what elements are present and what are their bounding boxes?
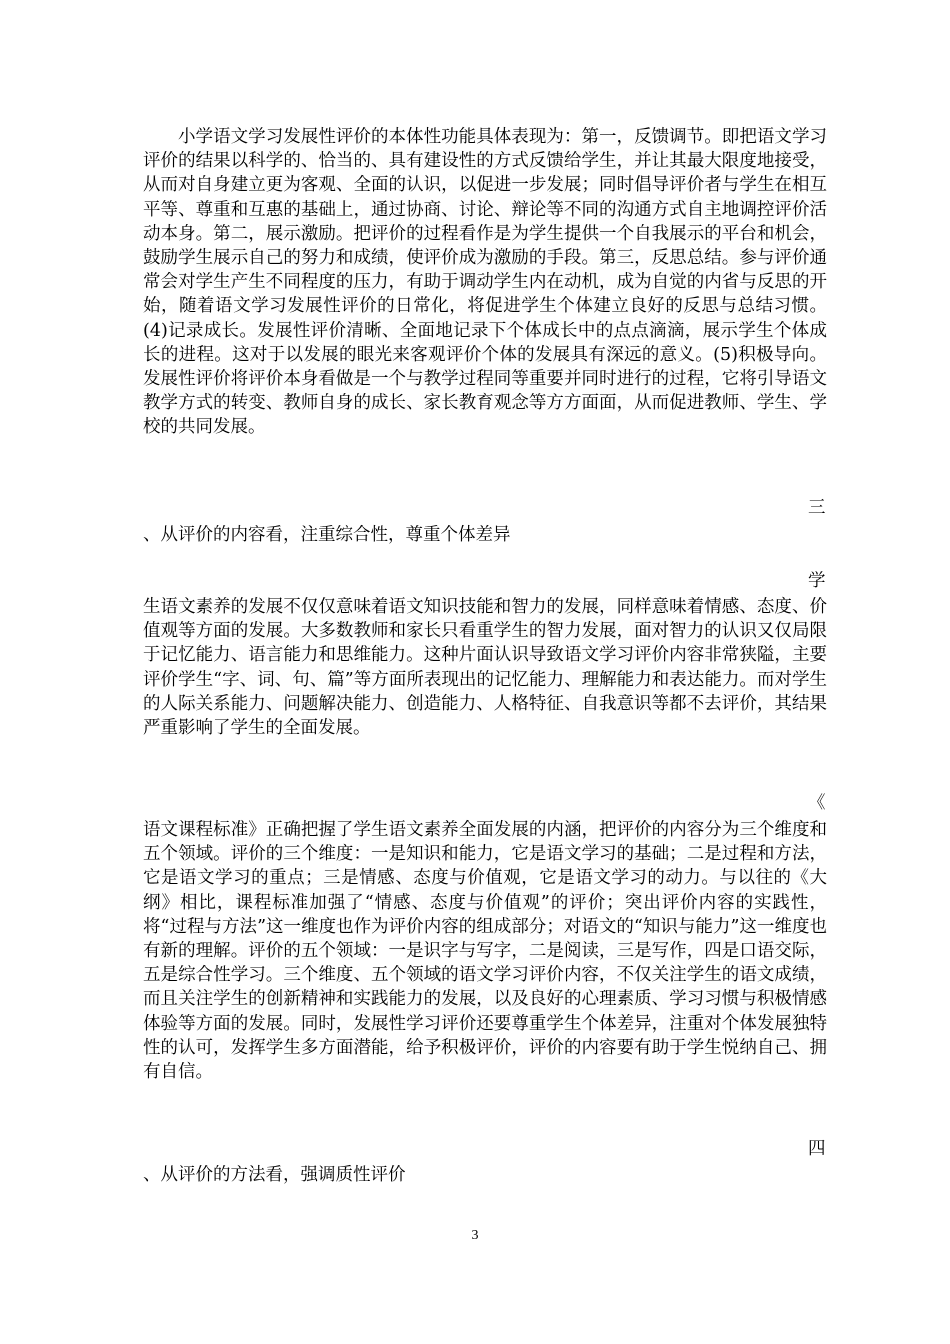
heading-four-lead-char: 四	[808, 1139, 826, 1159]
paragraph-three-lead-char: 《	[808, 793, 826, 813]
paragraph-function-description: 小学语文学习发展性评价的本体性功能具体表现为：第一，反馈调节。即把语文学习评价的结果以科学的、恰当的、具有建设性的方式反馈给学生，并让其最大限度地接受，从而对自身建立更为客观、全面的认识，以促进一步发展；同时倡导评价者与学生在相互平等、尊重和互惠的基础上，通过协商、讨论、辩论等不同的沟通方式自主地调控评价活动本身。第二，展示激励。把评价的过程看作是为学生提供一个自我展示的平台和机会，鼓励学生展示自己的努力和成绩，使评价成为激励的手段。第三，反思总结。参与评价通常会对学生产生不同程度的压力，有助于调动学生内在动机，成为自觉的内省与反思的开始，随着语文学习发展性评价的日常化，将促进学生个体建立良好的反思与总结习惯。(4)记录成长。发展性评价清晰、全面地记录下个体成长中的点点滴滴，展示学生个体成长的进程。这对于以发展的眼光来客观评价个体的发展具有深远的意义。(5)积极导向。发展性评价将评价本身看做是一个与教学过程同等重要并同时进行的过程，它将引导语文教学方式的转变、教师自身的成长、家长教育观念等方方面面，从而促进教师、学生、学校的共同发展。	[143, 127, 827, 438]
section-heading-four: 、从评价的方法看，强调质性评价	[143, 1165, 406, 1185]
paragraph-literacy-development: 生语文素养的发展不仅仅意味着语文知识技能和智力的发展，同样意味着情感、态度、价值观等方面的发展。大多数教师和家长只看重学生的智力发展，面对智力的认识又仅局限于记忆能力、语言能力和思维能力。这种片面认识导致语文学习评价内容非常狭隘，主要评价学生“字、词、句、篇”等方面所表现出的记忆能力、理解能力和表达能力。而对学生的人际关系能力、问题解决能力、创造能力、人格特征、自我意识等都不去评价，其结果严重影响了学生的全面发展。	[143, 597, 827, 739]
heading-three-lead-char: 三	[808, 498, 826, 518]
paragraph-two-lead-char: 学	[808, 571, 826, 591]
paragraph-curriculum-standard: 语文课程标准》正确把握了学生语文素养全面发展的内涵，把评价的内容分为三个维度和五个领域。评价的三个维度：一是知识和能力，它是语文学习的基础；二是过程和方法，它是语文学习的重点；三是情感、态度与价值观，它是语文学习的动力。与以往的《大纲》相比，课程标准加强了“情感、态度与价值观”的评价；突出评价内容的实践性，将“过程与方法”这一维度也作为评价内容的组成部分；对语文的“知识与能力”这一维度也有新的理解。评价的五个领域：一是识字与写字，二是阅读，三是写作，四是口语交际，五是综合性学习。三个维度、五个领域的语文学习评价内容，不仅关注学生的语文成绩，而且关注学生的创新精神和实践能力的发展，以及良好的心理素质、学习习惯与积极情感体验等方面的发展。同时，发展性学习评价还要尊重学生个体差异，注重对个体发展独特性的认可，发挥学生多方面潜能，给予积极评价，评价的内容要有助于学生悦纳自己、拥有自信。	[143, 820, 827, 1083]
page-number: 3	[471, 1228, 479, 1243]
section-heading-three: 、从评价的内容看，注重综合性，尊重个体差异	[143, 525, 511, 545]
